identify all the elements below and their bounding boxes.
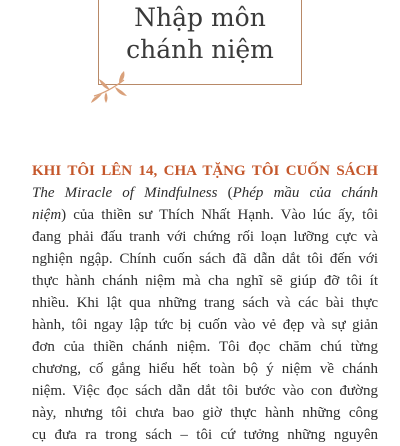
body-line-4: nghiện ngập. Chính cuốn sách đã dẫn dắt tôi đến với <box>32 251 378 267</box>
body-line-9: chương, cố gắng hiểu hết toàn bộ ý niệm về chánh <box>32 361 378 377</box>
open-paren: ( <box>217 185 233 201</box>
book-title-english: The Miracle of Mindfulness <box>32 185 218 201</box>
body-line-5: thực hành chánh niệm mà cha nghĩ sẽ giúp đỡ tôi ít <box>32 273 378 289</box>
body-line-11: này, nhưng tôi chưa bao giờ thực hành những công <box>32 405 378 421</box>
opening-caps-line: KHI TÔI LÊN 14, CHA TẶNG TÔI CUỐN SÁCH <box>32 163 378 179</box>
book-title-vietnamese-part-1: Phép mầu của chánh <box>232 185 379 201</box>
body-line-3: đang phải đấu tranh với chứng rối loạn lưỡng cực và <box>32 229 378 245</box>
body-line-6: nhiều. Khi lật qua những trang sách và các bài thực <box>32 295 378 311</box>
body-line-12: cụ đưa ra trong sách – tôi cứ tưởng những nguyên <box>32 427 378 443</box>
body-line-2 <box>32 204 378 226</box>
body-line-2-rest: ) của thiền sư Thích Nhất Hạnh. Vào lúc ấy, tôi <box>61 207 378 223</box>
chapter-body-text <box>32 160 378 446</box>
body-line-8: đơn của thiền chánh niệm. Tôi đọc chăm chú từng <box>32 339 378 355</box>
chapter-title-line-1: Nhập môn <box>134 3 266 32</box>
body-line-10: niệm. Việc đọc sách dẫn dắt tôi bước vào con đường <box>32 383 378 399</box>
leaf-ornament-icon <box>88 70 130 104</box>
chapter-title-line-2: chánh niệm <box>126 35 274 64</box>
book-title-vietnamese-part-2: niệm <box>32 207 62 223</box>
body-line-1 <box>32 182 378 204</box>
body-line-7: hành, tôi ngay lập tức bị cuốn vào vẻ đẹp và sự giản <box>32 317 378 333</box>
